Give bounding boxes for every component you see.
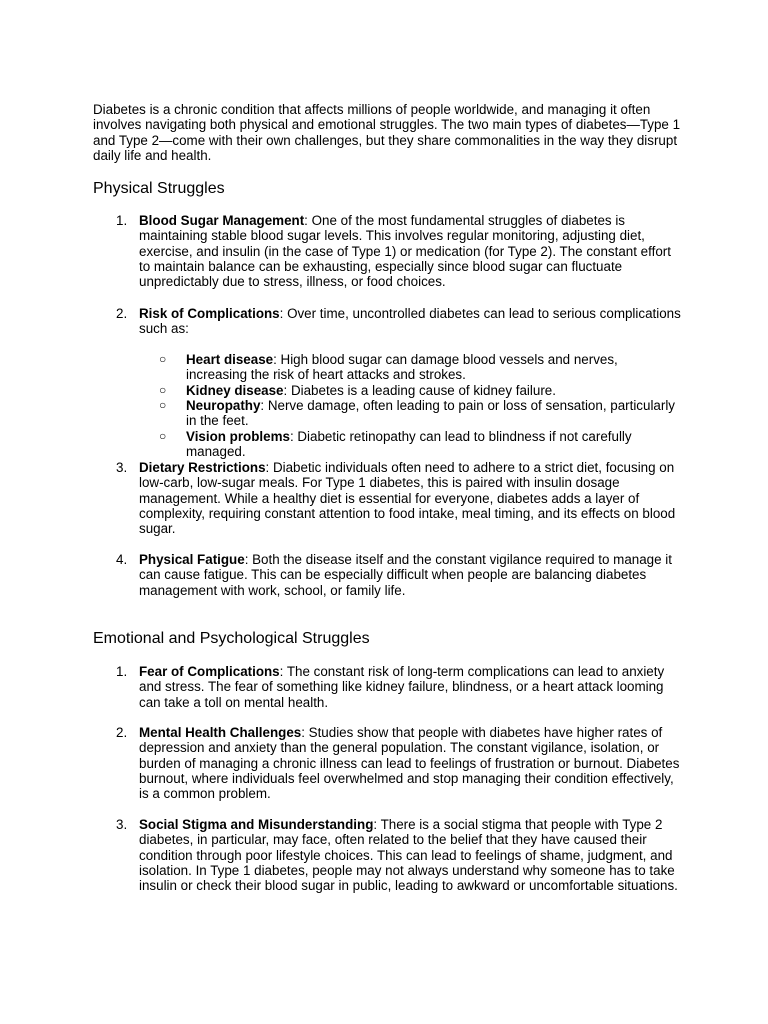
item-title: Mental Health Challenges [139,725,302,740]
item-text: : Studies show that people with diabetes have higher rates of depression and anxiety than the general population. The constant vigilance, isolation, or burden of managing a chronic illness can lead to feelings of frustration or burnout. Diabetes burnout, where individuals feel overwhelmed and stop managing their condition effectively, is a common problem. [139,725,680,802]
list-number: 2. [116,725,128,740]
list-number: 1. [116,213,128,228]
item-text: : Diabetic individuals often need to adhere to a strict diet, focusing on low-carb, low-sugar meals. For Type 1 diabetes, this is paired with insulin dosage management. While a healthy diet is essential for everyone, diabetes adds a layer of complexity, requiring constant attention to food intake, meal timing, and its effects on blood sugar. [139,460,676,537]
sub-list-item [159,383,676,398]
sub-list-item [159,352,676,383]
sub-item-text: : Nerve damage, often leading to pain or loss of sensation, particularly in the feet. [186,398,676,429]
sub-item-title: Neuropathy [186,398,261,413]
item-text: : Both the disease itself and the constant vigilance required to manage it can cause fatigue. This can be especially difficult when people are balancing diabetes management with work, school, or family life. [139,552,672,598]
list-item [116,725,684,802]
circle-bullet-icon: ○ [159,429,167,443]
item-title: Risk of Complications [139,306,280,321]
item-text: : Over time, uncontrolled diabetes can lead to serious complications such as: [139,306,681,337]
sub-item-title: Heart disease [186,352,274,367]
item-title: Blood Sugar Management [139,213,305,228]
sub-item-text: : Diabetes is a leading cause of kidney failure. [283,383,556,398]
list-item [116,306,684,337]
circle-bullet-icon: ○ [159,398,167,412]
item-title: Social Stigma and Misunderstanding [139,817,374,832]
list-item [116,664,684,710]
list-item [116,552,684,598]
list-number: 1. [116,664,128,679]
sub-item-text: : High blood sugar can damage blood vessels and nerves, increasing the risk of heart attacks and strokes. [186,352,618,383]
item-text: : The constant risk of long-term complications can lead to anxiety and stress. The fear of something like kidney failure, blindness, or a heart attack looming can take a toll on mental health. [139,664,665,710]
heading-emotional-struggles: Emotional and Psychological Struggles [93,630,370,647]
list-number: 4. [116,552,128,567]
item-text: : One of the most fundamental struggles of diabetes is maintaining stable blood sugar levels. This involves regular monitoring, adjusting diet, exercise, and insulin (in the case of Type 1) or medication (for Type 2). The constant effort to maintain balance can be exhausting, especially since blood sugar can fluctuate unpredictably due to stress, illness, or food choices. [139,213,671,290]
sub-item-text: : Diabetic retinopathy can lead to blindness if not carefully managed. [186,429,632,460]
sub-item-title: Kidney disease [186,383,284,398]
item-title: Dietary Restrictions [139,460,266,475]
sub-item-title: Vision problems [186,429,290,444]
circle-bullet-icon: ○ [159,383,167,397]
sub-list-item [159,429,676,460]
list-number: 3. [116,817,128,832]
list-item [116,817,684,894]
circle-bullet-icon: ○ [159,352,167,366]
item-title: Physical Fatigue [139,552,245,567]
list-item [116,213,684,290]
intro-paragraph: Diabetes is a chronic condition that affects millions of people worldwide, and managing it often involves navigating both physical and emotional struggles. The two main types of diabetes—Type 1 and Type 2—come with their own challenges, but they share commonalities in the way they disrupt daily life and health. [93,102,681,163]
list-number: 2. [116,306,128,321]
item-title: Fear of Complications [139,664,280,679]
list-number: 3. [116,460,128,475]
item-text: : There is a social stigma that people with Type 2 diabetes, in particular, may face, often related to the belief that they have caused their condition through poor lifestyle choices. This can lead to feelings of shame, judgment, and isolation. In Type 1 diabetes, people may not always understand why someone has to take insulin or check their blood sugar in public, leading to awkward or uncomfortable situations. [139,817,678,894]
sub-list-item [159,398,676,429]
list-item [116,460,684,537]
heading-physical-struggles: Physical Struggles [93,180,225,197]
